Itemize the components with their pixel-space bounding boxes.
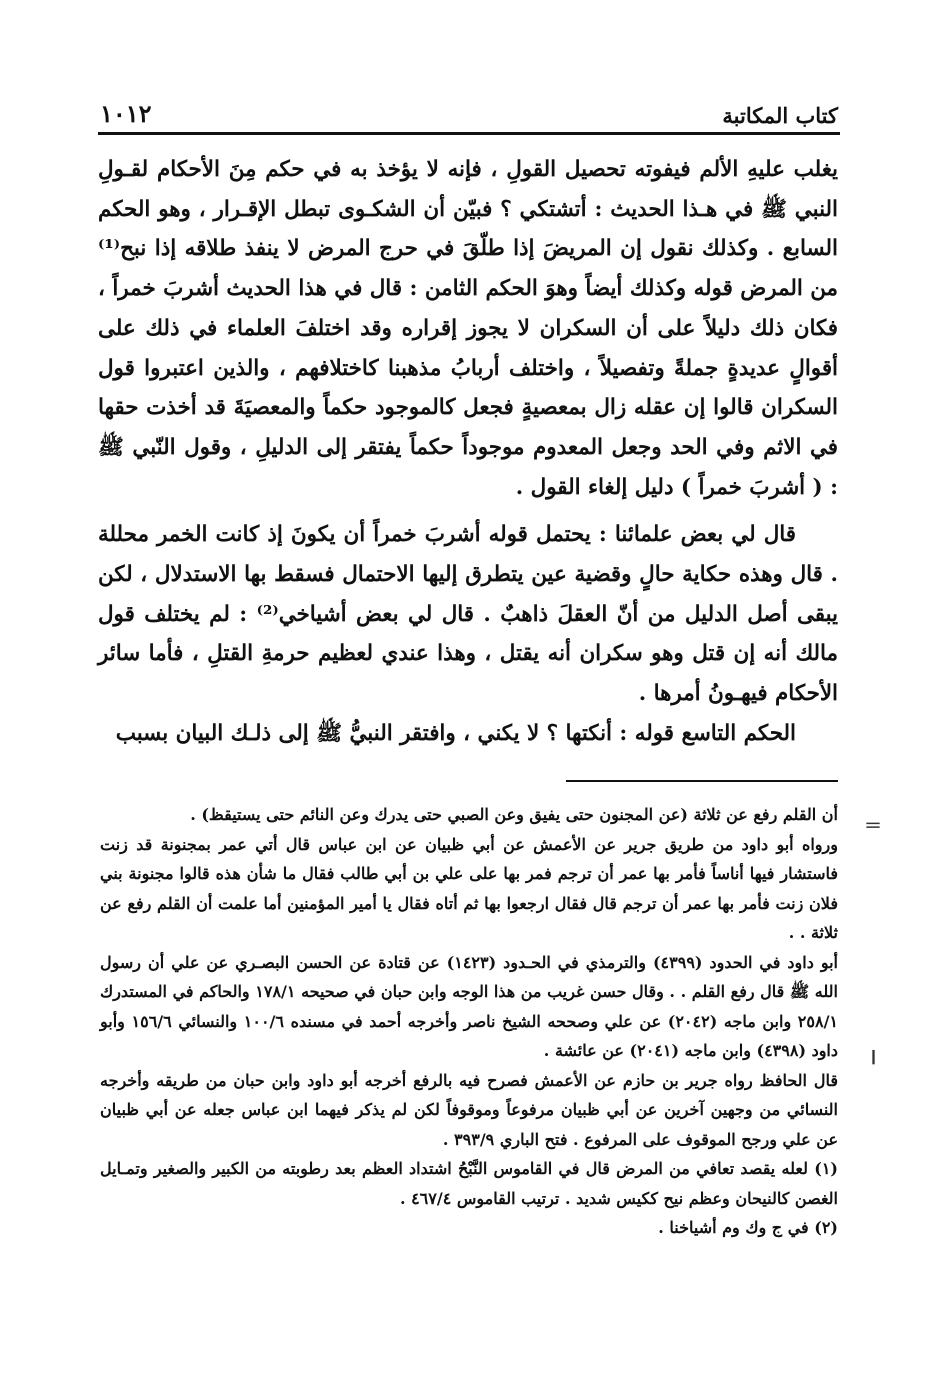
- footnote-continued-b: ورواه أبو داود من طريق جرير عن الأعمش عن أبي ظبيان عن ابن عباس قال أتي عمر بمجنونة قد زنت فاستشار فيها أناساً فأمر بها عمر أن ترجم فمر بها على علي بن أبي طالب فقال ما شأن هذه قالوا مجنونة بني فلان زنت فأمر بها عمر أن ترجم قال فقال ارجعوا بها ثم أتاه فقال يا أمير المؤمنين أما علمت أن القلم رفع عن ثلاثة . .: [100, 834, 838, 942]
- margin-mark: ＝: [864, 816, 882, 837]
- main-text: [98, 150, 838, 754]
- body-paragraph-3: الحكم التاسع قوله : أنكتها ؟ لا يكني ، وافتقر النبيُّ ﷺ إلى ذلـك البيان بسبب: [115, 720, 796, 746]
- footnote-continued-d: قال الحافظ رواه جرير بن حازم عن الأعمش فصرح فيه بالرفع أخرجه أبو داود وابن حبان من طريقه وأخرجه النسائي من وجهين آخرين عن أبي ظبيان مرفوعاً وموقوفاً لكن لم يذكر فيهما ابن عباس جعله عن أبي ظبيان عن علي ورجح الموقوف على المرفوع . فتح الباري ٣٩٣/٩ .: [100, 1070, 839, 1149]
- running-head: [100, 92, 838, 128]
- body-paragraph-1: يغلب عليهِ الألم فيفوته تحصيل القولِ ، فإنه لا يؤخذ به في حكم مِنَ الأحكام لقـولِ النبي ﷺ في هـذا الحديث : أتشتكي ؟ فبيّن أن الشكـوى تبطل الإقـرار ، وهو الحكم السابع . وكذلك نقول إن المريضَ إذا طلّقَ في حرج المرض لا ينفذ طلاقه إذا نبح⁽¹⁾ من المرض قوله وكذلك أيضاً وهوَ الحكم الثامن : قال في هذا الحديث أشربَ خمراً ، فكان ذلك دليلاً على أن السكران لا يجوز إقراره وقد اختلفَ العلماء في ذلك على أقوالٍ عديدةٍ جملةً وتفصيلاً ، واختلف أربابُ مذهبنا كاختلافهم ، والذين اعتبروا قول السكران قالوا إن عقله زال بمعصيةٍ فجعل كالموجود حكماً والمعصيَةَ قد أخذت حقها في الاثم وفي الحد وجعل المعدوم موجوداً حكماً يفتقر إلى الدليلِ ، وقول النّبي ﷺ : ( أشربَ خمراً ) دليل إلغاء القول .: [98, 157, 838, 500]
- footnote-continued-c: أبو داود في الحدود (٤٣٩٩) والترمذي في الحـدود (١٤٢٣) عن قتادة عن الحسن البصـري عن علي أن رسول الله ﷺ قال رفع القلم . . وقال حسن غريب من هذا الوجه وابن حبان في صحيحه ١٧٨/١ والحاكم في المستدرك ٢٥٨/١ وابن ماجه (٢٠٤٢) عن علي وصححه الشيخ ناصر وأخرجه أحمد في مسنده ١٠٠/٦ والنسائي ١٥٦/٦ وأبو داود (٤٣٩٨) وابن ماجه (٢٠٤١) عن عائشة .: [100, 952, 839, 1060]
- footnote-1: (١) لعله يقصد تعافي من المرض قال في القاموس النَّبْحُ اشتداد العظم بعد رطوبته من الكبير والصغير وتمـايل الغصن كالنيحان وعظم نيح ككيس شديد . ترتيب القاموس ٤٦٧/٤ .: [100, 1159, 838, 1208]
- header-rule: [98, 132, 840, 135]
- footnote-rule: [566, 780, 838, 782]
- page-number: ١٠١٢: [100, 99, 152, 128]
- footnote-2: (٢) في ج وك وم أشياخنا .: [658, 1218, 838, 1237]
- body-paragraph-2: قال لي بعض علمائنا : يحتمل قوله أشربَ خمراً أن يكونَ إذ كانت الخمر محللة . قال وهذه حكاية حالٍ وقضية عين يتطرق إليها الاحتمال فسقط بها الاستدلال ، لكن يبقى أصل الدليل من أنّ العقلَ ذاهبٌ . قال لي بعض أشياخي⁽²⁾ : لم يختلف قول مالك أنه إن قتل وهو سكران أنه يقتل ، وهذا عندي لعظيم حرمةِ القتلِ ، فأما سائر الأحكام فيهـونُ أمرها .: [98, 522, 839, 707]
- book-title: كتاب المكاتبة: [722, 103, 838, 128]
- footnotes: [100, 800, 838, 1243]
- margin-mark: ا: [870, 1048, 876, 1069]
- footnote-continued-a: أن القلم رفع عن ثلاثة (عن المجنون حتى يفيق وعن الصبي حتى يدرك وعن النائم حتى يستيقظ) .: [190, 805, 838, 824]
